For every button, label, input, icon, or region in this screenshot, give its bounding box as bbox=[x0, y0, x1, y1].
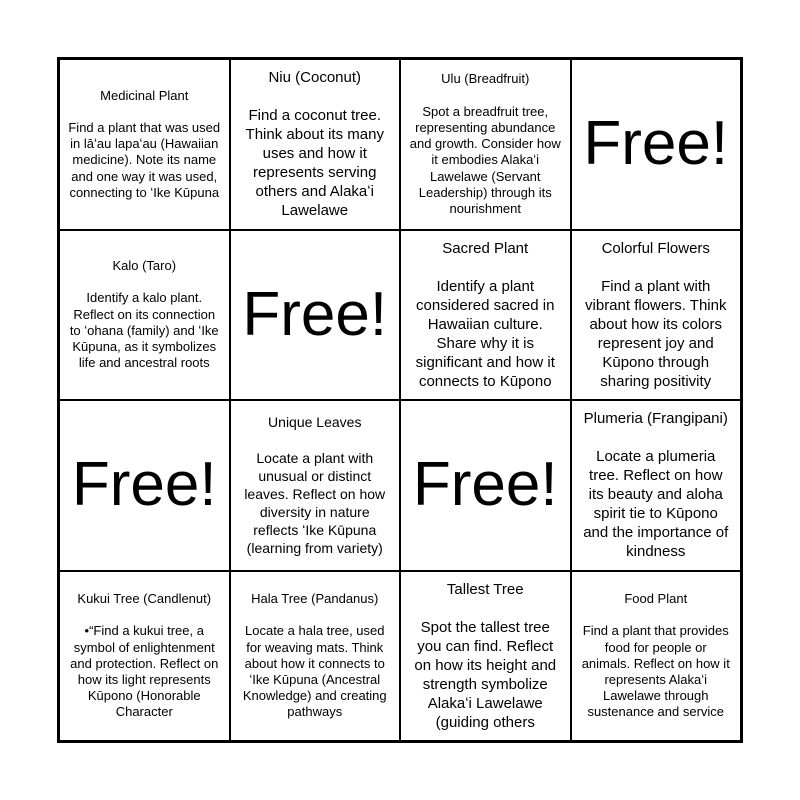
bingo-cell-colorful-flowers[interactable] bbox=[571, 230, 742, 401]
bingo-cell-medicinal-plant[interactable] bbox=[59, 59, 230, 230]
free-text: Free! bbox=[412, 450, 558, 520]
cell-text: Kukui Tree (Candlenut) •“Find a kukui tree, a symbol of enlightenment and protection. Reflect on how its light represents Kūpono (Honorable Character bbox=[70, 590, 219, 720]
bingo-cell-free[interactable] bbox=[59, 400, 230, 571]
bingo-cell-hala-tree[interactable] bbox=[230, 571, 401, 742]
cell-text: Niu (Coconut) Find a coconut tree. Think about its many uses and how it represents serving others and Alakaʻi Lawelawe bbox=[245, 69, 384, 220]
cell-text: Kalo (Taro) Identify a kalo plant. Reflect on its connection to ʻohana (family) and ʻIke Kūpuna, as it symbolizes life and ancestral roots bbox=[69, 258, 219, 371]
cell-text: Medicinal Plant Find a plant that was used in lāʻau lapaʻau (Hawaiian medicine). Note its name and one way it was used, connecting to ʻIke Kūpuna bbox=[68, 87, 221, 200]
free-text: Free! bbox=[242, 279, 388, 349]
cell-text: Sacred Plant Identify a plant considered sacred in Hawaiian culture. Share why it is significant and how it connects to Kūpono bbox=[415, 239, 555, 390]
bingo-cell-niu[interactable] bbox=[230, 59, 401, 230]
free-text: Free! bbox=[583, 109, 729, 179]
cell-text: Food Plant Find a plant that provides food for people or animals. Reflect on how it represents Alakaʻi Lawelawe through sustenance and service bbox=[581, 590, 730, 720]
bingo-cell-kukui-tree[interactable] bbox=[59, 571, 230, 742]
bingo-cell-food-plant[interactable] bbox=[571, 571, 742, 742]
cell-text: Colorful Flowers Find a plant with vibrant flowers. Think about how its colors represent joy and Kūpono through sharing positivity bbox=[585, 239, 727, 390]
bingo-cell-free[interactable] bbox=[571, 59, 742, 230]
cell-text: Unique Leaves Locate a plant with unusual or distinct leaves. Reflect on how diversity in nature reflects ʻIke Kūpuna (learning from variety) bbox=[244, 414, 386, 557]
bingo-cell-sacred-plant[interactable] bbox=[400, 230, 571, 401]
bingo-cell-free[interactable] bbox=[230, 230, 401, 401]
bingo-cell-ulu[interactable] bbox=[400, 59, 571, 230]
cell-text: Hala Tree (Pandanus) Locate a hala tree, used for weaving mats. Think about how it connects to ʻIke Kūpuna (Ancestral Knowledge) and creating pathways bbox=[242, 590, 387, 720]
free-text: Free! bbox=[71, 450, 217, 520]
bingo-board bbox=[57, 57, 743, 743]
cell-text: Tallest Tree Spot the tallest tree you can find. Reflect on how its height and strength symbolize Alakaʻi Lawelawe (guiding others bbox=[414, 580, 557, 731]
cell-text: Plumeria (Frangipani) Locate a plumeria tree. Reflect on how its beauty and aloha spirit tie to Kūpono and the importance of kindness bbox=[583, 410, 729, 561]
bingo-cell-free[interactable] bbox=[400, 400, 571, 571]
bingo-cell-unique-leaves[interactable] bbox=[230, 400, 401, 571]
bingo-cell-plumeria[interactable] bbox=[571, 400, 742, 571]
bingo-cell-kalo[interactable] bbox=[59, 230, 230, 401]
cell-text: Ulu (Breadfruit) Spot a breadfruit tree, representing abundance and growth. Consider how it embodies Alakaʻi Lawelawe (Servant Leadership) through its nourishment bbox=[409, 71, 561, 216]
bingo-cell-tallest-tree[interactable] bbox=[400, 571, 571, 742]
